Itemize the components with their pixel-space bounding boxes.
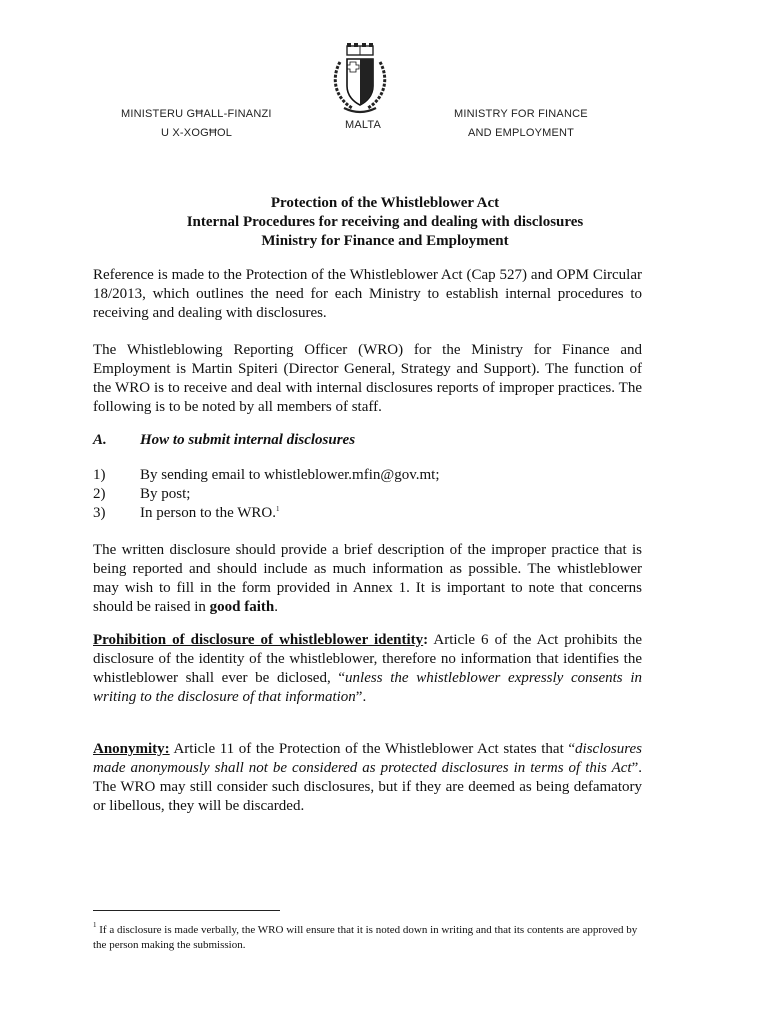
prohibition-text: Article 6 of the Act prohibits the disclosure of the identity of the whistleblower, therefore no information that identifies the whistleblower shall ever be diclosed, “	[93, 632, 643, 686]
section-a-heading: How to submit internal disclosures	[140, 432, 356, 448]
list-item-number: 3)	[93, 505, 106, 521]
footnote-mark: 1	[93, 921, 97, 929]
ministry-name-maltese-line1: MINISTERU GĦALL-FINANZI	[121, 108, 272, 120]
document-title-line1: Protection of the Whistleblower Act	[270, 195, 500, 211]
footnote-reference: 1	[275, 505, 280, 513]
ministry-name-maltese-line2: U X-XOGĦOL	[161, 127, 233, 139]
prohibition-colon: :	[423, 632, 429, 648]
list-item-in-person-text: In person to the WRO.	[140, 505, 276, 521]
prohibition-paragraph	[93, 631, 642, 707]
written-disclosure-end: .	[274, 599, 278, 615]
list-item-post: By post;	[140, 486, 191, 502]
country-name: MALTA	[345, 119, 382, 131]
ministry-name-english-line1: MINISTRY FOR FINANCE	[454, 108, 588, 120]
anonymity-text: Article 11 of the Protection of the Whistleblower Act states that “	[169, 741, 576, 757]
anonymity-quote: disclosures made anonymously shall not be considered as protected disclosures in terms of this Act	[93, 741, 642, 776]
section-a-letter: A.	[93, 432, 107, 448]
list-item-email: By sending email to whistleblower.mfin@gov.mt;	[140, 467, 440, 483]
footnote	[93, 918, 653, 953]
written-disclosure-paragraph	[93, 541, 642, 617]
footnote-text: If a disclosure is made verbally, the WRO will ensure that it is noted down in writing and that its contents are approved by the person making the submission.	[93, 924, 638, 951]
list-item-number: 2)	[93, 486, 106, 502]
intro-paragraph: Reference is made to the Protection of the Whistleblower Act (Cap 527) and OPM Circular 18/2013, which outlines the need for each Ministry to establish internal procedures to receiving and dealing with disclosures.	[93, 267, 642, 321]
prohibition-quote: unless the whistleblower expressly consents in writing to the disclosure of that information	[93, 670, 642, 705]
wro-paragraph: The Whistleblowing Reporting Officer (WRO) for the Ministry for Finance and Employment is Martin Spiteri (Director General, Strategy and Support). The function of the WRO is to receive and deal with internal disclosures reports of improper practices. The following is to be noted by all members of staff.	[93, 342, 642, 415]
document-title-line3: Ministry for Finance and Employment	[261, 233, 509, 249]
footnote-divider	[93, 910, 280, 911]
prohibition-end: ”.	[355, 689, 367, 705]
good-faith-emphasis: good faith	[209, 599, 275, 615]
coat-of-arms-icon	[330, 42, 390, 116]
anonymity-text-end: ”. The WRO may still consider such disclosures, but if they are deemed as being defamatory or libellous, they will be discarded.	[93, 760, 642, 814]
list-item-number: 1)	[93, 467, 106, 483]
anonymity-paragraph	[93, 740, 642, 816]
ministry-name-english-line2: AND EMPLOYMENT	[468, 127, 575, 139]
prohibition-heading: Prohibition of disclosure of whistleblower identity	[93, 632, 424, 648]
list-item-in-person	[140, 505, 279, 522]
written-disclosure-text: The written disclosure should provide a brief description of the improper practice that is being reported and should include as much information as possible. The whistleblower may wish to fill in the form provided in Annex 1. It is important to note that concerns should be raised in	[93, 542, 642, 615]
document-title-line2: Internal Procedures for receiving and dealing with disclosures	[186, 214, 584, 230]
anonymity-heading: Anonymity:	[93, 741, 170, 757]
